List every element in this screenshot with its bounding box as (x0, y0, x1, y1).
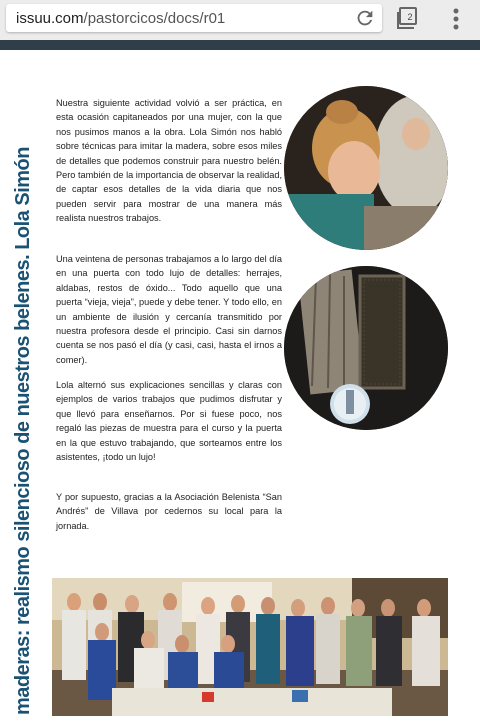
article-paragraph-2: Una veintena de personas trabajamos a lo largo del día en una puerta con todo lujo de detalles: herrajes, aldabas, restos de óxido... Todo aquello que una puerta “vieja, vieja”, puede y debe tener. Y todo ello, en un ambiente de ilusión y cercanía transmitido por nuestra profesora desde el principio. Casi sin darnos cuenta se nos pasó el día (y casi, casi, hasta el irnos a comer). (56, 254, 282, 365)
more-vert-icon[interactable] (446, 6, 466, 32)
url-path: /pastorcicos/docs/r01 (83, 10, 226, 27)
reload-icon[interactable] (354, 7, 376, 29)
wooden-door-photo (284, 266, 448, 430)
tab-count: 2 (407, 12, 413, 22)
url-host: issuu.com (16, 10, 84, 27)
group-photo (52, 578, 448, 716)
woman-working-photo (284, 86, 448, 250)
address-bar[interactable] (6, 4, 382, 32)
browser-toolbar (0, 0, 480, 40)
article-paragraph-4: Y por supuesto, gracias a la Asociación Belenista “San Andrés” de Villava por cedernos su local para la jornada. (56, 492, 282, 531)
article-paragraph-3: Lola alternó sus explicaciones sencillas y claras con ejemplos de varios trabajos que pudimos disfrutar y que llevó para enseñarnos. Por si fuese poco, nos regaló las piezas de muestra para el curso y la puerta en la que estuvo trabajando, que sorteamos entre los asistentes, ¡todo un lujo! (56, 380, 282, 463)
article-vertical-title: maderas: realismo silencioso de nuestros belenes. Lola Simón (12, 147, 34, 715)
article-paragraph-1: Nuestra siguiente actividad volvió a ser práctica, en esta ocasión capitaneados por una mujer, con la que nos pusimos manos a la obra. Lola Simón nos habló sobre técnicas para imitar la madera, sobre esos miles de detalles que podemos construir para nuestro belén. Pero también de la importancia de observar la realidad, de captar esos detalles de la vida diaria que nos pueden servir para mostrar de una manera más realista nuestros trabajos. (56, 98, 282, 224)
url-text (16, 10, 225, 27)
page-header-band (0, 40, 480, 50)
